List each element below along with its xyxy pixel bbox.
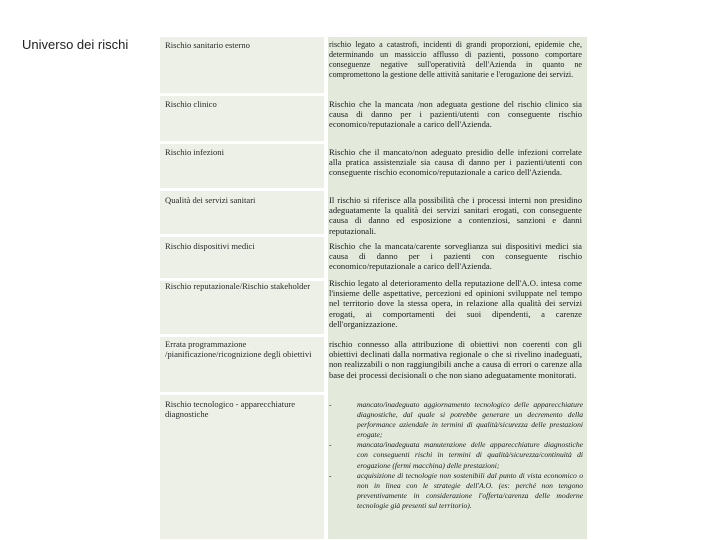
row-divider: [160, 93, 324, 96]
list-item: [329, 471, 583, 511]
risk-description-external-health: rischio legato a catastrofi, incidenti di grandi proporzioni, epidemie che, determinando un massiccio afflusso di pazienti, possono comportare conseguenze negative sull'operatività dell'Azienda in quanto ne compromettono la gestione delle attività sanitarie e l'erogazione dei servizi.: [329, 40, 582, 80]
bullet-dash-icon: -: [329, 400, 332, 409]
risk-label-technological: Rischio tecnologico - apparecchiature diagnostiche: [165, 399, 296, 420]
risk-description-clinical: Rischio che la mancata /non adeguata gestione del rischio clinico sia causa di danno per i pazienti/utenti con conseguente rischio economico/reputazionale a carico dell'Azienda.: [329, 99, 582, 130]
row-divider: [160, 334, 324, 337]
risk-label-external-health: Rischio sanitario esterno: [165, 40, 250, 50]
column-divider: [324, 37, 328, 539]
row-divider: [160, 188, 324, 191]
row-divider: [160, 392, 324, 395]
list-item: [329, 400, 583, 440]
risk-label-clinical: Rischio clinico: [165, 99, 217, 109]
risk-table: [160, 37, 587, 539]
risk-label-planning: Errata programmazione /pianificazione/ricognizione degli obiettivi: [165, 339, 312, 360]
row-divider: [160, 234, 324, 237]
risk-description-service-quality: Il rischio si riferisce alla possibilità che i processi interni non presidino adeguatamente la qualità dei servizi sanitari erogati, con conseguente causa di danno ed esposizione a contenziosi, sanzioni e danni reputazionali.: [329, 195, 582, 236]
risk-label-reputational: Rischio reputazionale/Rischio stakeholder: [165, 281, 311, 291]
bullet-dash-icon: -: [329, 470, 332, 480]
list-item-text: mancato/inadeguato aggiornamento tecnologico delle apparecchiature diagnostiche, dal quale si potrebbe generare un decremento della performance aziendale in termini di qualità/sicurezza delle prestazioni erogate;: [357, 400, 583, 440]
bullet-dash-icon: -: [329, 440, 332, 450]
risk-label-medical-devices: Rischio dispositivi medici: [165, 241, 255, 251]
risk-label-service-quality: Qualità dei servizi sanitari: [165, 195, 256, 205]
technological-risk-list: [329, 400, 583, 511]
list-item-text: mancata/inadeguata manutenzione delle apparecchiature diagnostiche con conseguenti rischi in termini di qualità/sicurezza/continuità di erogazione (fermi macchina) delle prestazioni;: [357, 440, 583, 470]
risk-description-reputational: Rischio legato al deterioramento della reputazione dell'A.O. intesa come l'insieme delle aspettative, percezioni ed opinioni sviluppate nel tempo nel territorio dove la stessa opera, in relazione alla qualità dei servizi erogati, ai comportamenti dei suoi dipendenti, a carenze dell'organizzazione.: [329, 278, 582, 329]
list-item: [329, 440, 583, 470]
list-item-text: acquisizione di tecnologie non sostenibili dal punto di vista economico o non in linea con le strategie dell'A.O. (es: perché non tengono preventivamente in considerazione l'offerta/carenza delle moderne tecnologie già presenti sul territorio).: [357, 470, 583, 510]
risk-description-planning: rischio connesso alla attribuzione di obiettivi non coerenti con gli obiettivi declinati dalla normativa regionale o che si rivelino inadeguati, non realizzabili o non raggiungibili anche a causa di errori o carenze alla base dei processi decisionali o che non siano adeguatamente monitorati.: [329, 339, 582, 380]
page-title: Universo dei rischi: [22, 37, 129, 52]
risk-label-infections: Rischio infezioni: [165, 147, 224, 157]
risk-description-infections: Rischio che il mancato/non adeguato presidio delle infezioni correlate alla pratica assistenziale sia causa di danno per i pazienti/utenti con conseguente rischio economico/reputazionale a carico dell'Azienda.: [329, 147, 582, 178]
risk-description-medical-devices: Rischio che la mancata/carente sorveglianza sui dispositivi medici sia causa di danno per i pazienti con conseguente rischio economico/reputazionale a carico dell'Azienda.: [329, 241, 582, 272]
row-divider: [160, 141, 324, 144]
